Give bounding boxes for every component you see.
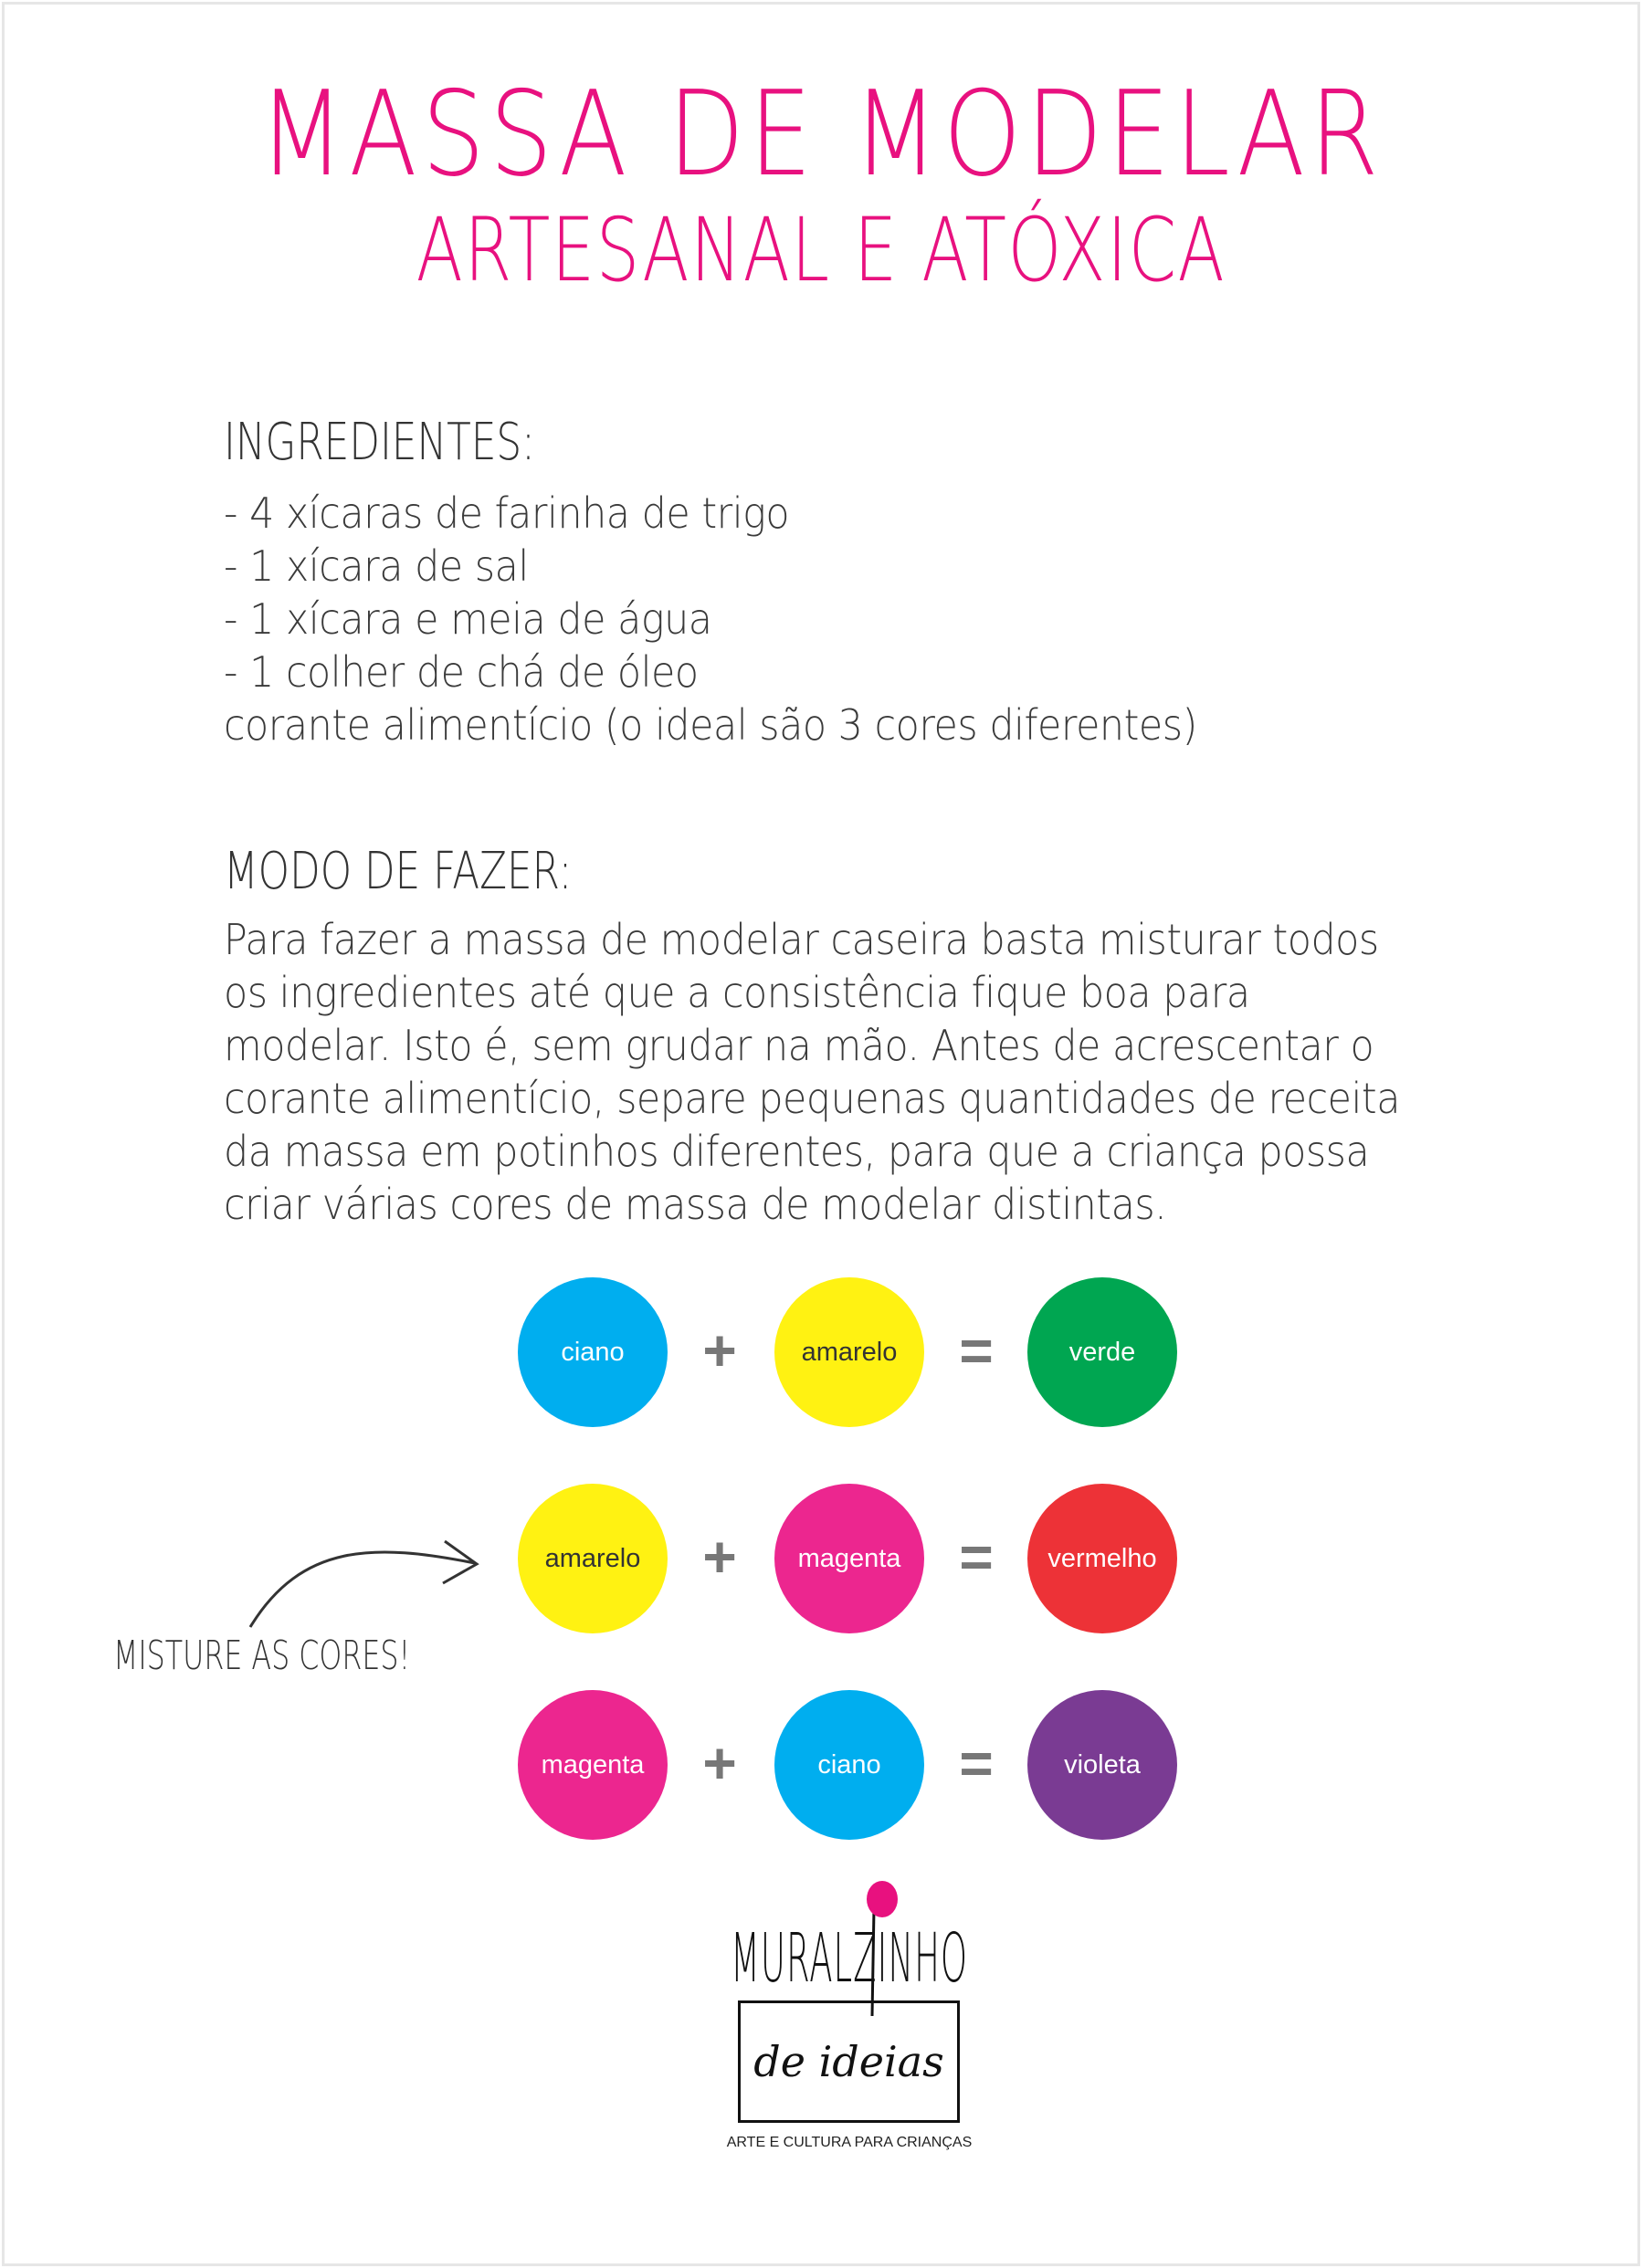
method-line: criar várias cores de massa de modelar distintas. <box>224 1180 1167 1229</box>
ingredient-item: - 4 xícaras de farinha de trigo <box>224 488 790 538</box>
title-line-2: ARTESANAL E ATÓXICA <box>416 199 1226 301</box>
logo-tagline: ARTE E CULTURA PARA CRIANÇAS <box>726 2135 973 2150</box>
color-label: magenta <box>797 1543 901 1573</box>
color-label: vermelho <box>1047 1543 1157 1573</box>
mix-callout: MISTURE AS CORES! <box>113 1633 411 1679</box>
equals-sign: = <box>959 1730 994 1796</box>
color-label: ciano <box>817 1749 881 1780</box>
ingredient-item: - 1 colher de chá de óleo <box>224 647 699 697</box>
color-label: violeta <box>1064 1749 1141 1780</box>
method-line: corante alimentício, separe pequenas quantidades de receita <box>224 1074 1400 1123</box>
ingredient-item: - 1 xícara e meia de água <box>224 594 712 644</box>
ingredients-heading: INGREDIENTES: <box>224 413 535 472</box>
logo-box <box>738 2000 960 2123</box>
color-label: ciano <box>561 1337 625 1367</box>
method-line: Para fazer a massa de modelar caseira basta misturar todos <box>224 915 1379 964</box>
color-label: amarelo <box>801 1337 898 1367</box>
equals-sign: = <box>959 1524 994 1590</box>
color-label: amarelo <box>544 1543 641 1573</box>
logo-name: MURALZINHO <box>731 1919 969 1998</box>
plus-sign: + <box>702 1730 737 1796</box>
method-line: os ingredientes até que a consistência fique boa para <box>224 968 1250 1017</box>
color-label: magenta <box>541 1749 645 1780</box>
method-line: modelar. Isto é, sem grudar na mão. Antes de acrescentar o <box>224 1021 1374 1070</box>
ingredient-item: corante alimentício (o ideal são 3 cores diferentes) <box>224 700 1197 750</box>
logo-sub: de ideias <box>753 2037 944 2086</box>
method-line: da massa em potinhos diferentes, para que a criança possa <box>224 1127 1370 1176</box>
title-line-1: MASSA DE MODELAR <box>258 67 1384 203</box>
equals-sign: = <box>959 1318 994 1383</box>
color-label: verde <box>1068 1337 1136 1367</box>
plus-sign: + <box>702 1318 737 1383</box>
plus-sign: + <box>702 1524 737 1590</box>
ingredient-item: - 1 xícara de sal <box>224 541 529 591</box>
method-heading: MODO DE FAZER: <box>224 842 573 901</box>
